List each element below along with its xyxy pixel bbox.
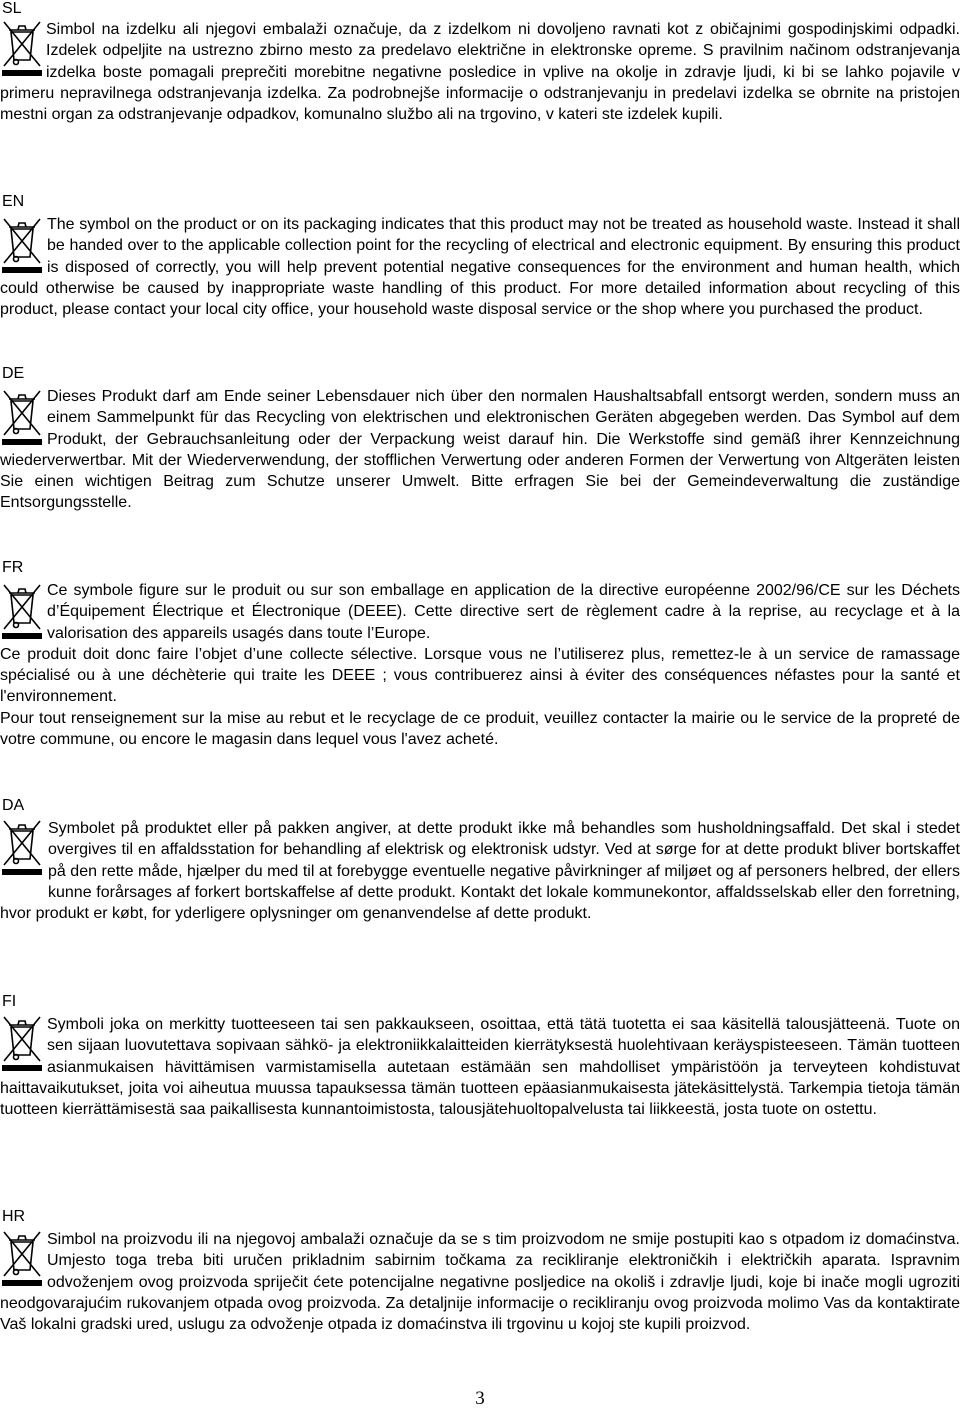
language-code: DE <box>2 365 25 382</box>
language-code: DA <box>2 797 25 814</box>
page-number: 3 <box>475 1388 485 1409</box>
body-text <box>0 1229 960 1335</box>
body-text <box>0 386 960 514</box>
body-text <box>0 818 960 924</box>
language-code: FI <box>2 993 17 1010</box>
language-code: FR <box>2 559 24 576</box>
paragraph: Simbol na izdelku ali njegovi embalaži označuje, da z izdelkom ni dovoljeno ravnati kot z običajnimi gospodinjskimi odpadki. Izdelek odpeljite na ustrezno zbirno mesto za predelavo električne in elektronske opreme. S pravilnim načinom odstranjevanja izdelka boste pomagali preprečiti morebitne negativne posledice in vplive na okolje in zdravje ljudi, ki bi se lahko pojavile v primeru nepravilnega odstranjevanja izdelka. Za podrobnejše informacije o odstranjevanju in predelavi izdelka se obrnite na pristojen mestni organ za odstranjevanje odpadkov, komunalno službo ali na trgovino, v kateri ste izdelek kupili. <box>0 21 960 124</box>
body-text <box>0 214 960 320</box>
paragraph: Ce produit doit donc faire l’objet d’une collecte sélective. Lorsque vous ne l’utiliserez plus, remettez-le à un service de ramassage spécialisé ou à une déchèterie qui traite les DEEE ; vous contribuerez ainsi à éviter des conséquences néfastes pour la santé et l'environnement. <box>0 645 960 706</box>
body-text <box>0 1014 960 1120</box>
body-text <box>0 580 960 750</box>
paragraph: Pour tout renseignement sur la mise au rebut et le recyclage de ce produit, veuillez contacter la mairie ou le service de la propreté de votre commune, ou encore le magasin dans lequel vous l'avez acheté. <box>0 709 960 749</box>
body-text <box>0 19 960 125</box>
paragraph: Dieses Produkt darf am Ende seiner Lebensdauer nich über den normalen Haushaltsabfall entsorgt werden, sondern muss an einem Sammelpunkt für das Recycling von elektrischen und elektronischen Geräten abgegeben werden. Das Symbol auf dem Produkt, der Gebrauchsanleitung oder der Verpackung weist darauf hin. Die Werkstoffe sind gemäß ihrer Kennzeichnung wiederverwertbar. Mit der Wiederverwendung, der stofflichen Verwertung oder anderen Formen der Verwertung von Altgeräten leisten Sie einen wichtigen Beitrag zum Schutze unserer Umwelt. Bitte erfragen Sie bei der Gemeindeverwaltung die zuständige Entsorgungsstelle. <box>0 388 960 512</box>
paragraph: Symbolet på produktet eller på pakken angiver, at dette produkt ikke må behandles som husholdningsaffald. Det skal i stedet overgives til en affaldsstation for behandling af elektrisk og elektronisk udstyr. Ved at sørge for at dette produkt bliver bortskaffet på den rette måde, hjælper du med til at forebygge eventuelle negative påvirkninger af miljøet og af personers helbred, der ellers kunne forårsages af forkert bortskaffelse af dette produkt. Kontakt det lokale kommunekontor, affaldsselskab eller den forretning, hvor produkt er købt, for yderligere oplysninger om genanvendelse af dette produkt. <box>0 820 960 923</box>
paragraph: Symboli joka on merkitty tuotteeseen tai sen pakkaukseen, osoittaa, että tätä tuotetta ei saa käsitellä talousjätteenä. Tuote on sen sijaan luovutettava sopivaan sähkö- ja elektroniikkalaitteiden kierrätyksestä huolehtivaan keräyspisteeseen. Tämän tuotteen asianmukaisen hävittämisen varmistamisella autetaan estämään sen mahdolliset ympäristöön ja terveyteen kohdistuvat haittavaikutukset, joita voi aiheutua muussa tapauksessa tämän tuotteen epäasianmukaisesta jätekäsittelystä. Tarkempia tietoja tämän tuotteen kierrättämisestä saa paikallisesta kunnantoimistosta, talousjätehuoltopalvelusta tai liikkeestä, josta tuote on ostettu. <box>0 1016 960 1119</box>
language-code: SL <box>2 0 22 17</box>
language-code: EN <box>2 193 25 210</box>
paragraph: The symbol on the product or on its packaging indicates that this product may not be treated as household waste. Instead it shall be handed over to the applicable collection point for the recycling of electrical and electronic equipment. By ensuring this product is disposed of correctly, you will help prevent potential negative consequences for the environment and human health, which could otherwise be caused by inappropriate waste handling of this product. For more detailed information about recycling of this product, please contact your local city office, your household waste disposal service or the shop where you purchased the product. <box>0 216 960 319</box>
language-code: HR <box>2 1208 26 1225</box>
paragraph: Ce symbole figure sur le produit ou sur son emballage en application de la directive européenne 2002/96/CE sur les Déchets d’Équipement Électrique et Électronique (DEEE). Cette directive sert de règlement cadre à la reprise, au recyclage et à la valorisation des appareils usagés dans toute l’Europe. <box>47 582 960 642</box>
paragraph: Simbol na proizvodu ili na njegovoj ambalaži označuje da se s tim proizvodom ne smije postupiti kao s otpadom iz domaćinstva. Umjesto toga treba biti uručen prikladnim sabirnim točkama za recikliranje elektroničkih i električkih aparata. Ispravnim odvoženjem ovog proizvoda spriječit ćete potencijalne negativne posljedice na okoliš i zdravlje ljudi, koje bi inače mogli ugroziti neodgovarajućim rukovanjem otpada ovog proizvoda. Za detaljnije informacije o recikliranju ovog proizvoda molimo Vas da kontaktirate Vaš lokalni gradski ured, uslugu za odvoženje otpada iz domaćinstva ili trgovinu u kojoj ste kupili proizvod. <box>0 1231 960 1334</box>
